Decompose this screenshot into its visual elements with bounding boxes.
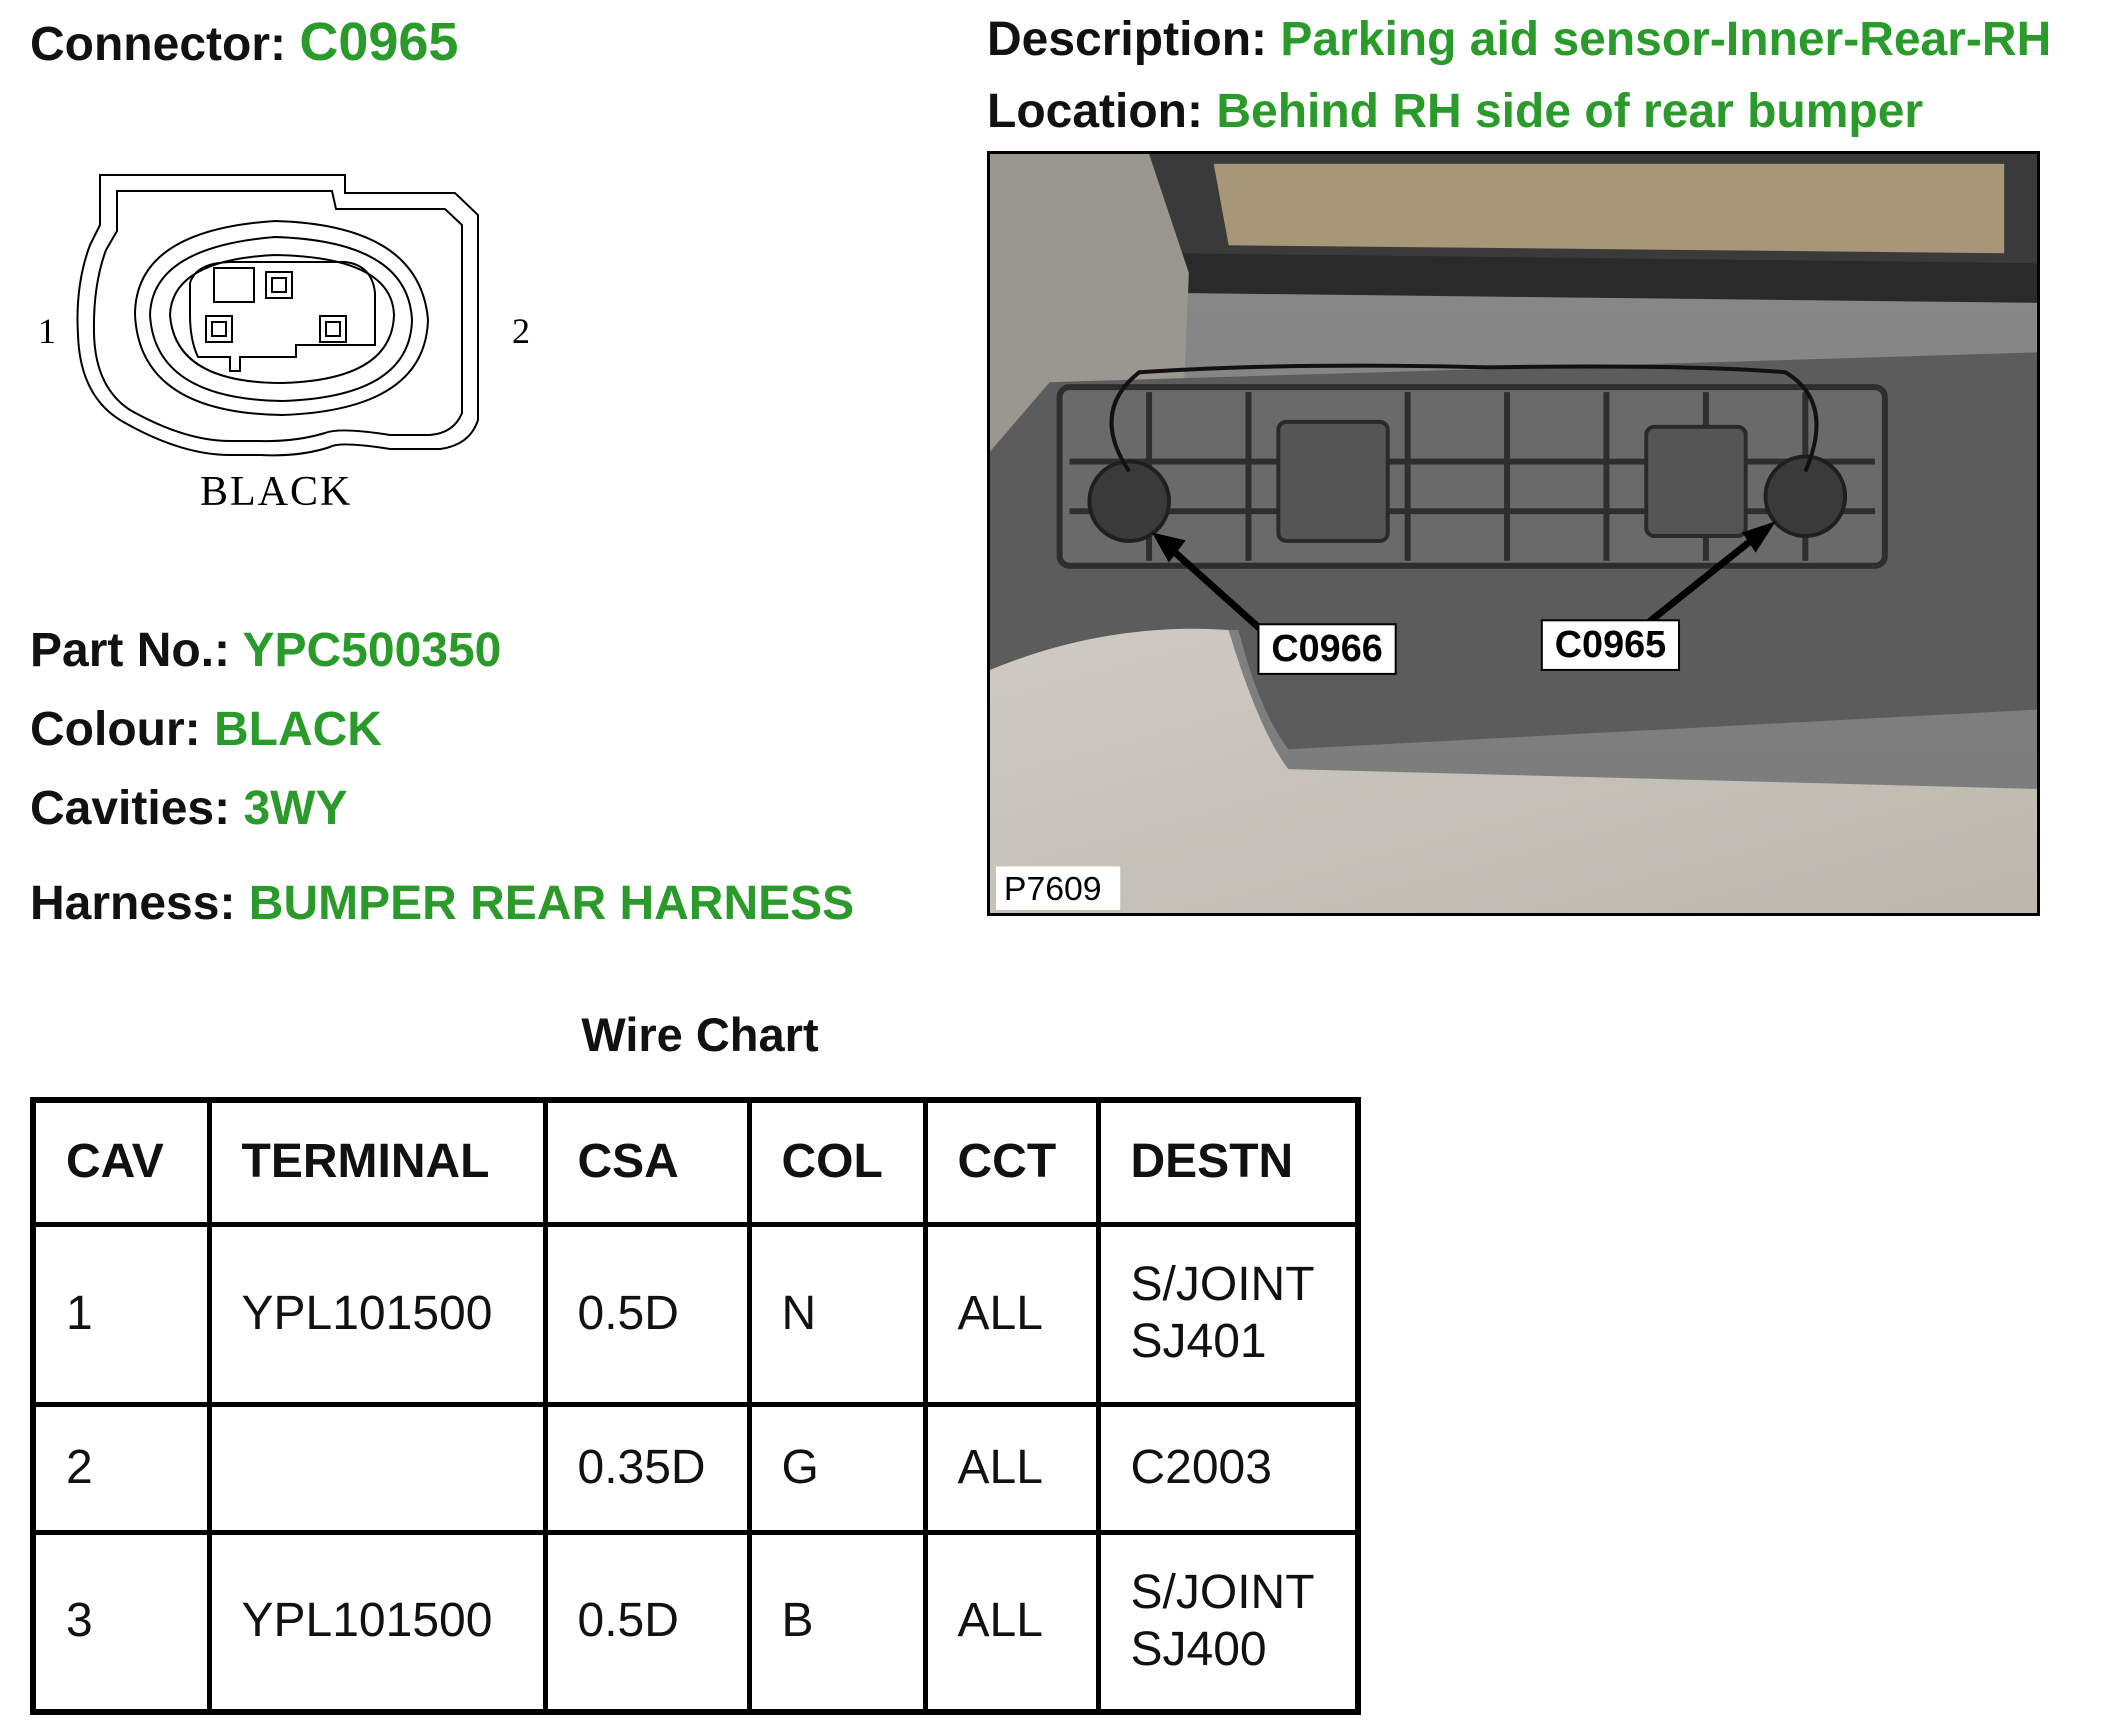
cell-cct: ALL	[925, 1532, 1098, 1712]
harness-value: BUMPER REAR HARNESS	[248, 877, 855, 930]
harness-label: Harness:	[30, 877, 236, 930]
colour-value: BLACK	[213, 703, 382, 756]
cell-cav: 2	[33, 1404, 209, 1532]
pin-label-2: 2	[512, 311, 530, 351]
cavity-terminal	[266, 272, 292, 298]
callout-c0965: C0965	[1554, 623, 1667, 666]
location-field	[987, 85, 1924, 138]
connector-inner-ring	[135, 221, 428, 415]
pin-label-1: 1	[38, 311, 56, 351]
cell-destn	[1098, 1532, 1358, 1712]
cell-cct: ALL	[925, 1404, 1098, 1532]
wire-chart-table	[30, 1097, 1361, 1715]
description-field	[987, 13, 2052, 66]
cell-destn	[1098, 1404, 1358, 1532]
cavity-pin-1	[206, 316, 232, 342]
destn-line-1: S/JOINT	[1130, 1258, 1315, 1312]
cell-col: B	[749, 1532, 925, 1712]
connector-label: Connector:	[30, 18, 286, 71]
header-terminal: TERMINAL	[209, 1100, 545, 1224]
description-label: Description:	[987, 13, 1268, 66]
destn-line-1: S/JOINT	[1130, 1566, 1315, 1620]
header-col: COL	[749, 1100, 925, 1224]
connector-value: C0965	[299, 12, 459, 72]
location-photo	[987, 151, 2040, 916]
connector-field	[30, 12, 459, 72]
table-row	[33, 1224, 1358, 1404]
cell-terminal	[209, 1404, 545, 1532]
cell-cct: ALL	[925, 1224, 1098, 1404]
description-value: Parking aid sensor-Inner-Rear-RH	[1280, 13, 2052, 66]
table-row	[33, 1532, 1358, 1712]
cell-csa: 0.5D	[545, 1532, 749, 1712]
cell-terminal: YPL101500	[209, 1532, 545, 1712]
location-label: Location:	[987, 85, 1203, 138]
callout-c0966: C0966	[1271, 627, 1383, 669]
destn-line-1: C2003	[1130, 1440, 1272, 1494]
location-value: Behind RH side of rear bumper	[1216, 85, 1924, 138]
cell-destn	[1098, 1224, 1358, 1404]
destn-line-2: SJ400	[1130, 1622, 1267, 1676]
cavities-field	[30, 782, 348, 835]
cell-cav: 1	[33, 1224, 209, 1404]
cell-col: N	[749, 1224, 925, 1404]
connector-colour-label: BLACK	[200, 469, 353, 515]
cavity-blank	[214, 268, 254, 302]
cell-csa: 0.35D	[545, 1404, 749, 1532]
cavity-pin-2	[320, 316, 346, 342]
colour-label: Colour:	[30, 703, 201, 756]
part-no-label: Part No.:	[30, 624, 231, 677]
cell-col: G	[749, 1404, 925, 1532]
colour-field	[30, 703, 382, 756]
cell-terminal: YPL101500	[209, 1224, 545, 1404]
figure-id: P7609	[1003, 870, 1102, 909]
harness-field	[30, 877, 855, 930]
sensor-left	[1089, 462, 1169, 541]
cell-cav: 3	[33, 1532, 209, 1712]
header-csa: CSA	[545, 1100, 749, 1224]
wire-chart-title: Wire Chart	[581, 1008, 819, 1061]
cell-csa: 0.5D	[545, 1224, 749, 1404]
table-header-row	[33, 1100, 1358, 1224]
header-cav: CAV	[33, 1100, 209, 1224]
destn-line-2: SJ401	[1130, 1315, 1267, 1368]
table-row	[33, 1404, 1358, 1532]
part-no-value: YPC500350	[242, 624, 502, 677]
connector-face-diagram	[20, 165, 560, 535]
cavities-label: Cavities:	[30, 782, 231, 835]
header-destn: DESTN	[1098, 1100, 1358, 1224]
header-cct: CCT	[925, 1100, 1098, 1224]
part-no-field	[30, 624, 502, 677]
cavities-value: 3WY	[243, 782, 348, 835]
